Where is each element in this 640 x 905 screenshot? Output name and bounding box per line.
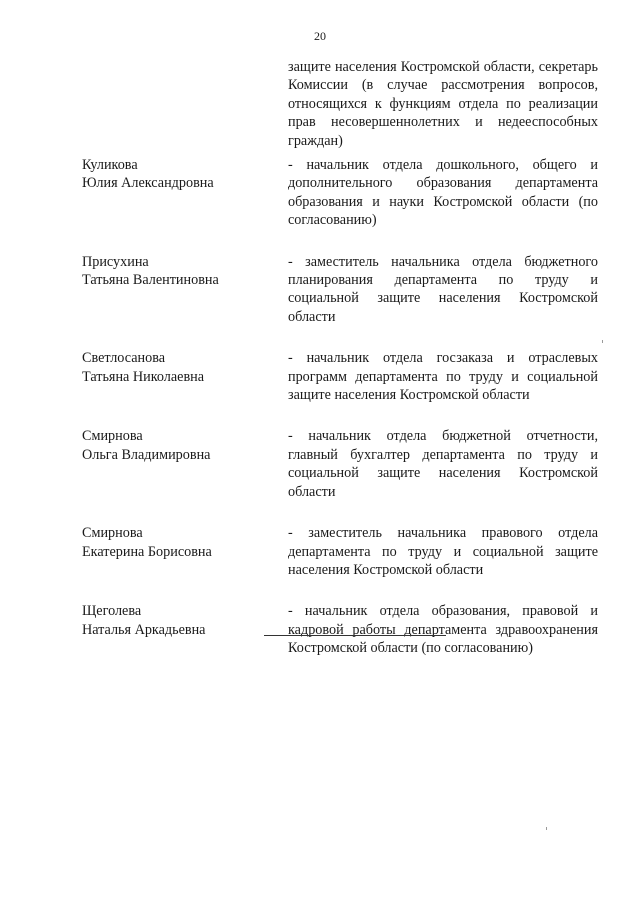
member-given-names: Юлия Александровна: [82, 175, 214, 192]
member-surname: Щеголева: [82, 603, 142, 620]
member-name: [82, 427, 282, 464]
member-surname: Присухина: [82, 253, 149, 270]
member-row: [0, 524, 640, 579]
member-name: [82, 349, 282, 386]
member-name: [82, 524, 282, 561]
commission-member-list: [0, 156, 640, 658]
member-row: [0, 349, 640, 404]
member-given-names: Татьяна Николаевна: [82, 368, 205, 385]
member-surname: Светлосанова: [82, 350, 166, 367]
closing-rule: [264, 635, 446, 636]
member-given-names: Ольга Владимировна: [82, 446, 211, 463]
member-role: - начальник отдела бюджетной отчетности, главный бухгалтер департамента по труду и социальной защите населения Костромской области: [288, 428, 598, 500]
member-row: [0, 253, 640, 327]
member-given-names: Наталья Аркадьевна: [82, 621, 206, 638]
member-role: - заместитель начальника отдела бюджетного планирования департамента по труду и социальной защите населения Костромской области: [288, 253, 598, 325]
member-surname: Куликова: [82, 157, 138, 173]
continued-role-description: защите населения Костромской области, секретарь Комиссии (в случае рассмотрения вопросов, относящихся к функциям отдела по реализации прав несовершеннолетних и недееспособных граждан): [288, 59, 598, 149]
member-name: [82, 156, 282, 193]
member-role: - начальник отдела госзаказа и отраслевых программ департамента по труду и социальной защите населения Костромской области: [288, 350, 598, 404]
member-given-names: Екатерина Борисовна: [82, 543, 212, 560]
member-name: [82, 602, 282, 639]
scan-speck: [602, 340, 603, 343]
member-surname: Смирнова: [82, 525, 143, 542]
page-number: 20: [314, 29, 326, 43]
member-role: - начальник отдела образования, правовой и кадровой работы департамента здравоохранения Костромской области (по согласованию): [288, 603, 598, 657]
member-row: [0, 427, 640, 501]
member-role: - заместитель начальника правового отдела департамента по труду и социальной защите населения Костромской области: [288, 525, 598, 578]
member-row: [0, 156, 640, 230]
member-surname: Смирнова: [82, 428, 143, 445]
member-row: [0, 602, 640, 657]
member-name: [82, 253, 282, 290]
member-given-names: Татьяна Валентиновна: [82, 272, 219, 289]
scan-speck: [546, 827, 547, 830]
member-role: - начальник отдела дошкольного, общего и дополнительного образования департамента образования и науки Костромской области (по согласованию): [288, 157, 598, 229]
